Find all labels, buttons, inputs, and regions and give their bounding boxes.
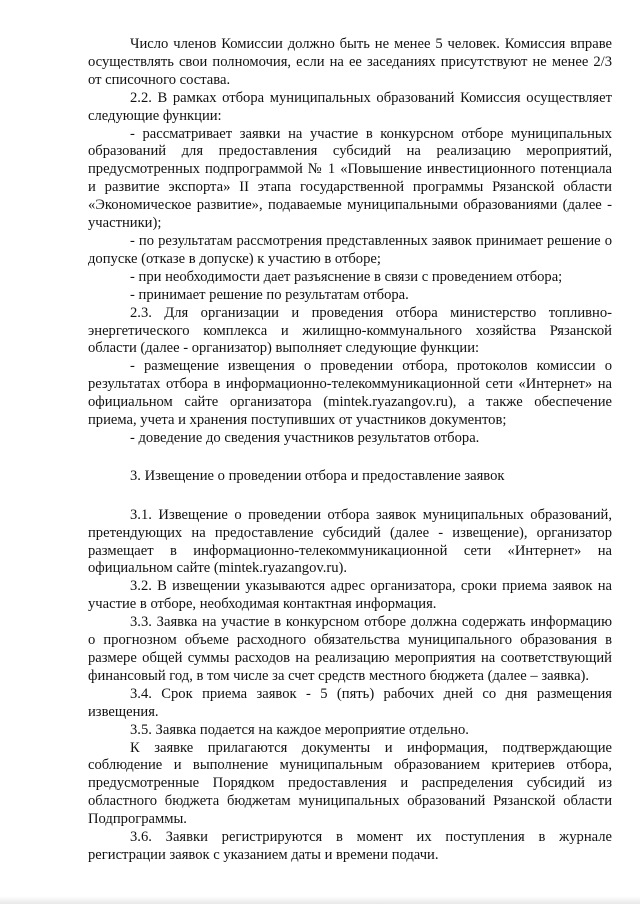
paragraph-3-4: 3.4. Срок приема заявок - 5 (пять) рабочих дней со дня размещения извещения.	[88, 685, 612, 720]
list-item: - размещение извещения о проведении отбора, протоколов комиссии о результатах отбора в информационно-телекоммуникационной сети «Интернет» на официальном сайте организатора (mintek.ryazangov.ru), а также обеспечение приема, учета и хранения поступивших от участников документов;	[88, 358, 612, 429]
paragraph-attachments: К заявке прилагаются документы и информация, подтверждающие соблюдение и выполнение муниципальным образованием критериев отбора, предусмотренные Порядком предоставления и распределения субсидий из областного бюджета бюджетам муниципальных образований Рязанской области Подпрограммы.	[88, 739, 612, 828]
paragraph-2-2: 2.2. В рамках отбора муниципальных образований Комиссия осуществляет следующие функции:	[88, 89, 612, 124]
list-item: - доведение до сведения участников результатов отбора.	[130, 429, 480, 446]
list-item: - при необходимости дает разъяснение в связи с проведением отбора;	[130, 268, 563, 285]
paragraph-2-3: 2.3. Для организации и проведения отбора министерство топливно-энергетического комплекса и жилищно-коммунального хозяйства Рязанской области (далее - организатор) выполняет следующие функции:	[88, 304, 612, 357]
list-item: - принимает решение по результатам отбора.	[130, 286, 409, 303]
paragraph-3-5: 3.5. Заявка подается на каждое мероприятие отдельно.	[130, 721, 469, 738]
paragraph-commission-members: Число членов Комиссии должно быть не менее 5 человек. Комиссия вправе осуществлять свои полномочия, если на ее заседаниях присутствуют не менее 2/3 от списочного состава.	[88, 36, 612, 88]
list-item: - рассматривает заявки на участие в конкурсном отборе муниципальных образований для предоставления субсидий на реализацию мероприятий, предусмотренных подпрограммой № 1 «Повышение инвестиционного потенциала и развитие экспорта» II этапа государственной программы Рязанской области «Экономическое развитие», подаваемые муниципальными образованиями (далее - участники);	[88, 125, 612, 232]
paragraph-3-3: 3.3. Заявка на участие в конкурсном отборе должна содержать информацию о прогнозном объеме расходного обязательства муниципального образования в размере общей суммы расходов на реализацию мероприятия на соответствующий финансовый год, в том числе за счет средств местного бюджета (далее – заявка).	[88, 614, 612, 684]
list-item: - по результатам рассмотрения представленных заявок принимает решение о допуске (отказе в допуске) к участию в отборе;	[88, 232, 612, 267]
paragraph-3-1: 3.1. Извещение о проведении отбора заявок муниципальных образований, претендующих на предоставление субсидий (далее - извещение), организатор размещает в информационно-телекоммуникационной сети «Интернет» на официальном сайте (mintek.ryazangov.ru).	[88, 506, 612, 577]
section-heading: 3. Извещение о проведении отбора и предоставление заявок	[130, 467, 505, 484]
paragraph-3-2: 3.2. В извещении указываются адрес организатора, сроки приема заявок на участие в отборе, необходимая контактная информация.	[88, 578, 612, 613]
paragraph-3-6: 3.6. Заявки регистрируются в момент их поступления в журнале регистрации заявок с указанием даты и времени подачи.	[88, 829, 612, 863]
scan-edge	[0, 896, 640, 904]
